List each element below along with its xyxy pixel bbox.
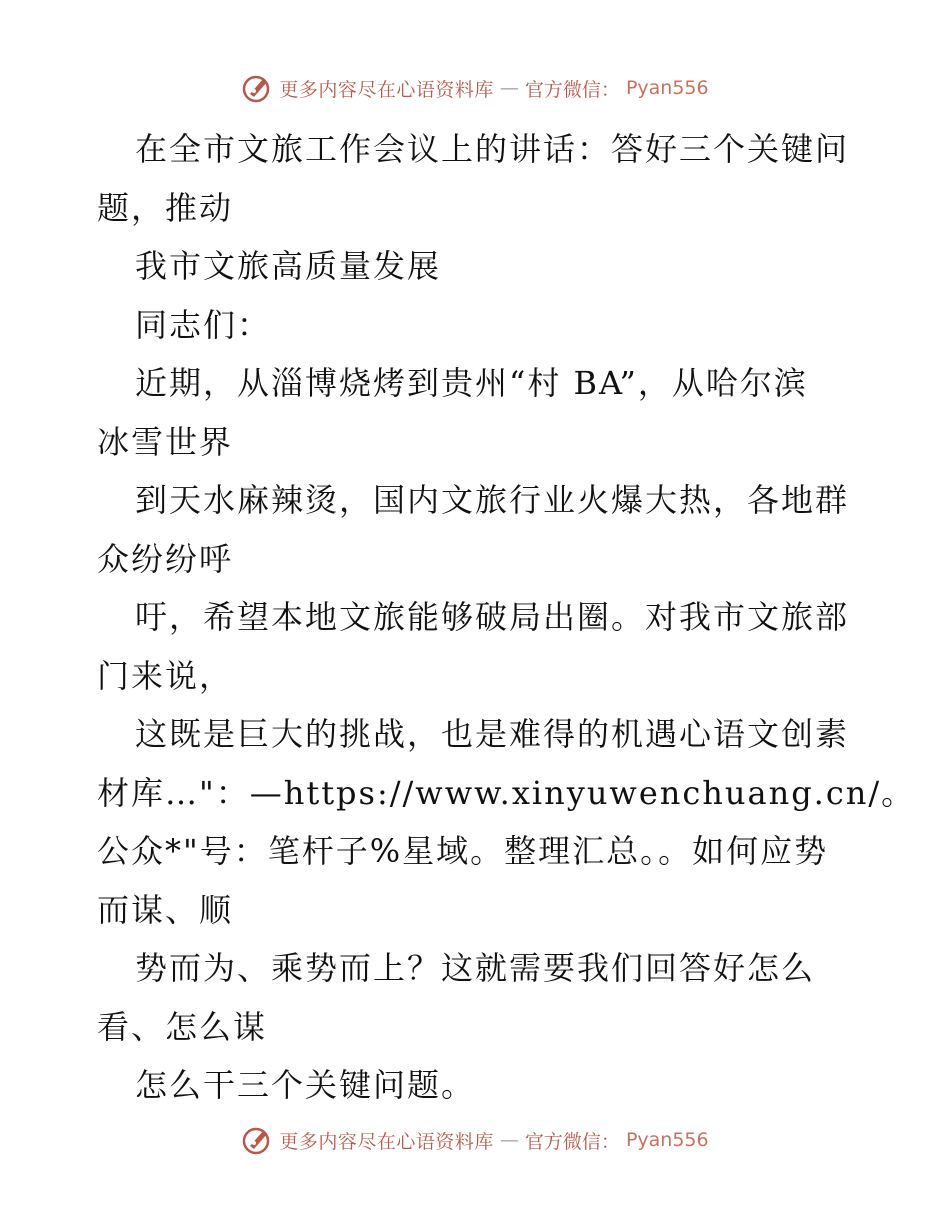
paragraph-line: 冰雪世界 bbox=[97, 422, 234, 461]
title-line-2: 题，推动 bbox=[97, 188, 234, 227]
watermark-contact-id: Pyan556 bbox=[625, 77, 709, 99]
watermark-text: 更多内容尽在心语资料库 bbox=[279, 78, 494, 101]
watermark-text: 更多内容尽在心语资料库 bbox=[279, 1130, 494, 1153]
paragraph-line: 到天水麻辣烫，国内文旅行业火爆大热，各地群 bbox=[135, 481, 850, 519]
paragraph-line: 势而为、乘势而上？这就需要我们回答好怎么 bbox=[135, 949, 816, 987]
paragraph-line: 怎么干三个关键问题。 bbox=[135, 1066, 476, 1104]
paragraph-line: 门来说， bbox=[97, 656, 234, 695]
paragraph-line: 这既是巨大的挑战，也是难得的机遇心语文创素 bbox=[135, 715, 850, 753]
paragraph-line: 看、怎么谋 bbox=[97, 1007, 268, 1046]
watermark-contact-label: 官方微信： bbox=[524, 1130, 620, 1153]
paragraph-line: 公众*"号：笔杆子%星域。整理汇总。。如何应势 bbox=[97, 832, 829, 870]
footer-watermark bbox=[0, 1124, 950, 1156]
header-watermark bbox=[0, 72, 950, 104]
watermark-separator: — bbox=[499, 77, 519, 99]
watermark-separator: — bbox=[499, 1129, 519, 1151]
watermark-contact-label: 官方微信： bbox=[524, 78, 620, 101]
paragraph-line: 近期，从淄博烧烤到贵州“村 BA”，从哈尔滨 bbox=[135, 364, 808, 402]
paragraph-line: 材库…"：—https://www.xinyuwenchuang.cn/。 bbox=[97, 773, 916, 812]
subtitle-line: 我市文旅高质量发展 bbox=[135, 247, 442, 285]
pen-circle-logo-icon bbox=[241, 72, 273, 104]
paragraph-line: 众纷纷呼 bbox=[97, 539, 234, 578]
title-line-1: 在全市文旅工作会议上的讲话：答好三个关键问 bbox=[135, 130, 850, 168]
document-body bbox=[97, 120, 916, 1115]
watermark-contact-id: Pyan556 bbox=[625, 1129, 709, 1151]
pen-circle-logo-icon bbox=[241, 1124, 273, 1156]
paragraph-line: 而谋、顺 bbox=[97, 890, 234, 929]
paragraph-line: 吁，希望本地文旅能够破局出圈。对我市文旅部 bbox=[135, 598, 850, 636]
salutation: 同志们： bbox=[135, 305, 272, 344]
